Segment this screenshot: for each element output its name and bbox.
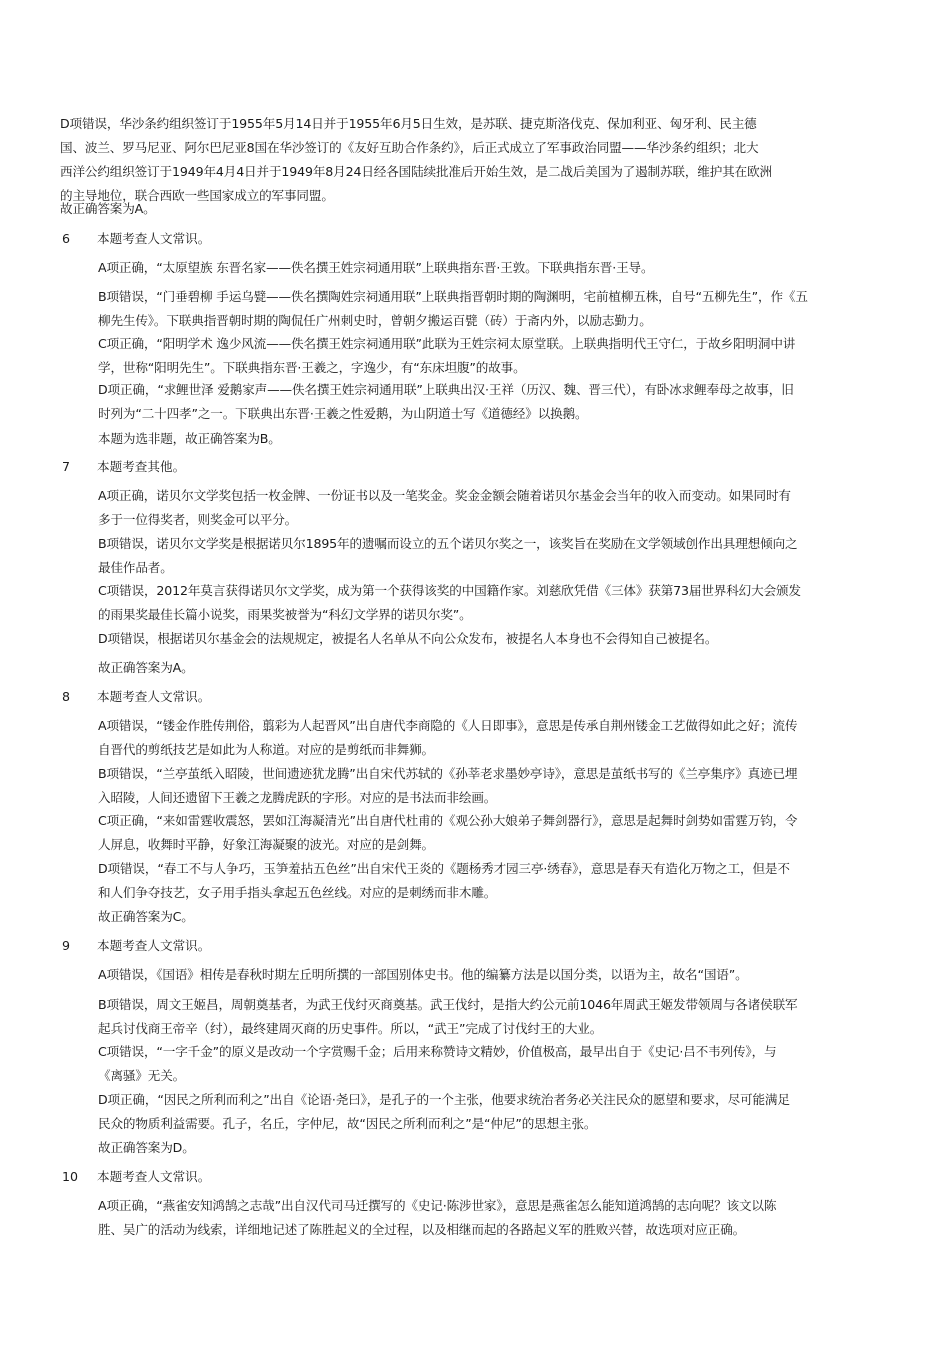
- text-line: 时列为“二十四孝”之一。下联典出东晋·王羲之性爱鹅，为山阴道士写《道德经》以换鹅。: [98, 406, 588, 421]
- text-line: 最佳作品者。: [98, 560, 173, 575]
- option-c-paragraph: [98, 579, 801, 627]
- option-a-paragraph: [98, 484, 791, 532]
- answer-line: 故正确答案为D。: [98, 1140, 195, 1155]
- text-line: D项错误，“春工不与人争巧，玉笋羞拈五色丝”出自宋代王炎的《题杨秀才园三亭·绣春》，意思是春天有造化万物之工，但是不: [98, 861, 790, 876]
- text-line: 的主导地位，联合西欧一些国家成立的军事同盟。: [60, 188, 334, 203]
- option-c-paragraph: [98, 809, 798, 857]
- question-heading: 本题考查人文常识。: [97, 231, 211, 246]
- text-line: 起兵讨伐商王帝辛（纣），最终建周灭商的历史事件。所以，“武王”完成了讨伐纣王的大业。: [98, 1021, 603, 1036]
- text-line: 柳先生传》。下联典指晋朝时期的陶侃任广州刺史时，曾朝夕搬运百甓（砖）于斋内外，以励志勤力。: [98, 313, 652, 328]
- option-d-paragraph: [98, 378, 794, 426]
- text-line: C项正确，“阳明学术 逸少风流——佚名撰王姓宗祠通用联”此联为王姓宗祠太原堂联。上联典指明代王守仁，于故乡阳明洞中讲: [98, 336, 796, 351]
- question-heading: 本题考查人文常识。: [97, 1169, 211, 1184]
- option-b-paragraph: [98, 993, 797, 1041]
- text-line: 胜、吴广的活动为线索，详细地记述了陈胜起义的全过程，以及相继而起的各路起义军的胜败兴替，故选项对应正确。: [98, 1222, 746, 1237]
- option-d-paragraph: [98, 627, 717, 651]
- option-a-paragraph: [98, 963, 748, 987]
- text-line: 人屏息，收舞时平静，好象江海凝聚的波光。对应的是剑舞。: [98, 837, 434, 852]
- option-c-paragraph: [98, 332, 795, 380]
- question-number: 7: [62, 459, 71, 474]
- question-heading: 本题考查人文常识。: [97, 689, 211, 704]
- option-d-paragraph: [98, 1088, 790, 1136]
- text-line: D项错误，根据诺贝尔基金会的法规规定，被提名人名单从不向公众发布，被提名人本身也不会得知自己被提名。: [98, 631, 718, 646]
- text-line: 西洋公约组织签订于1949年4月4日并于1949年8月24日经各国陆续批准后开始生效，是二战后美国为了遏制苏联，维护其在欧洲: [60, 164, 772, 179]
- text-line: C项正确，“来如雷霆收震怒，罢如江海凝清光”出自唐代杜甫的《观公孙大娘弟子舞剑器行》，意思是起舞时剑势如雷霆万钧，令: [98, 813, 798, 828]
- option-a-paragraph: [98, 1194, 776, 1242]
- option-d-paragraph: [98, 857, 790, 905]
- text-line: 民众的物质利益需要。孔子，名丘，字仲尼，故“因民之所利而利之”是“仲尼”的思想主张。: [98, 1116, 597, 1131]
- question-number: 10: [62, 1169, 79, 1184]
- answer-line: 故正确答案为C。: [98, 909, 194, 924]
- text-line: A项正确，“燕雀安知鸿鹄之志哉”出自汉代司马迁撰写的《史记·陈涉世家》，意思是燕雀怎么能知道鸿鹄的志向呢？该文以陈: [98, 1198, 777, 1213]
- text-line: 学，世称“阳明先生”。下联典指东晋·王羲之，字逸少，有“东床坦腹”的故事。: [98, 360, 526, 375]
- option-c-paragraph: [98, 1040, 776, 1088]
- question-heading: 本题考查其他。: [97, 459, 186, 474]
- text-line: C项错误，2012年莫言获得诺贝尔文学奖，成为第一个获得该奖的中国籍作家。刘慈欣凭借《三体》获第73届世界科幻大会颁发: [98, 583, 801, 598]
- text-line: B项错误，“兰亭茧纸入昭陵，世间遗迹犹龙腾”出自宋代苏轼的《孙莘老求墨妙亭诗》，意思是茧纸书写的《兰亭集序》真迹已埋: [98, 766, 798, 781]
- text-line: B项错误，诺贝尔文学奖是根据诺贝尔1895年的遗嘱而设立的五个诺贝尔奖之一，该奖旨在奖励在文学领域创作出具理想倾向之: [98, 536, 798, 551]
- question-number: 6: [62, 231, 71, 246]
- option-b-paragraph: [98, 285, 808, 333]
- option-b-paragraph: [98, 762, 797, 810]
- answer-line: 故正确答案为A。: [98, 660, 194, 675]
- question-number: 9: [62, 938, 71, 953]
- text-line: B项错误，“门垂碧柳 手运乌甓——佚名撰陶姓宗祠通用联”上联典指晋朝时期的陶渊明，宅前植柳五株，自号“五柳先生”，作《五: [98, 289, 808, 304]
- intro-paragraph: [60, 112, 772, 208]
- text-line: A项错误，《国语》相传是春秋时期左丘明所撰的一部国别体史书。他的编纂方法是以国分类，以语为主，故名“国语”。: [98, 967, 748, 982]
- text-line: B项错误，周文王姬昌，周朝奠基者，为武王伐纣灭商奠基。武王伐纣，是指大约公元前1046年周武王姬发带领周与各诸侯联军: [98, 997, 798, 1012]
- option-b-paragraph: [98, 532, 797, 580]
- text-line: A项正确，诺贝尔文学奖包括一枚金牌、一份证书以及一笔奖金。奖金金额会随着诺贝尔基金会当年的收入而变动。如果同时有: [98, 488, 791, 503]
- text-line: D项错误，华沙条约组织签订于1955年5月14日并于1955年6月5日生效，是苏联、捷克斯洛伐克、保加利亚、匈牙利、民主德: [60, 116, 757, 131]
- text-line: A项错误，“镂金作胜传荆俗，翦彩为人起晋风”出自唐代李商隐的《人日即事》，意思是传承自荆州镂金工艺做得如此之好；流传: [98, 718, 798, 733]
- text-line: 入昭陵，人间还遗留下王羲之龙腾虎跃的字形。对应的是书法而非绘画。: [98, 790, 497, 805]
- text-line: 国、波兰、罗马尼亚、阿尔巴尼亚8国在华沙签订的《友好互助合作条约》，后正式成立了军事政治同盟——华沙条约组织；北大: [60, 140, 759, 155]
- answer-line: 故正确答案为A。: [60, 201, 156, 216]
- answer-line: 本题为选非题，故正确答案为B。: [98, 431, 281, 446]
- text-line: A项正确，“太原望族 东晋名家——佚名撰王姓宗祠通用联”上联典指东晋·王敦。下联典指东晋·王导。: [98, 260, 654, 275]
- question-heading: 本题考查人文常识。: [97, 938, 211, 953]
- text-line: 《离骚》无关。: [98, 1068, 186, 1083]
- text-line: 多于一位得奖者，则奖金可以平分。: [98, 512, 298, 527]
- text-line: 自晋代的剪纸技艺是如此为人称道。对应的是剪纸而非舞狮。: [98, 742, 434, 757]
- option-a-paragraph: [98, 714, 797, 762]
- text-line: D项正确，“因民之所利而利之”出自《论语·尧曰》，是孔子的一个主张，他要求统治者务必关注民众的愿望和要求，尽可能满足: [98, 1092, 790, 1107]
- text-line: C项错误，“一字千金”的原义是改动一个字赏赐千金；后用来称赞诗文精妙，价值极高，最早出自于《史记·吕不韦列传》，与: [98, 1044, 777, 1059]
- text-line: 的雨果奖最佳长篇小说奖，雨果奖被誉为“科幻文学界的诺贝尔奖”。: [98, 607, 472, 622]
- option-a-paragraph: [98, 256, 653, 280]
- text-line: 和人们争夺技艺，女子用手指头拿起五色丝线。对应的是刺绣而非木雕。: [98, 885, 497, 900]
- question-number: 8: [62, 689, 71, 704]
- text-line: D项正确，“求鲤世泽 爱鹅家声——佚名撰王姓宗祠通用联”上联典出汉·王祥（历汉、魏、晋三代），有卧冰求鲤奉母之故事，旧: [98, 382, 794, 397]
